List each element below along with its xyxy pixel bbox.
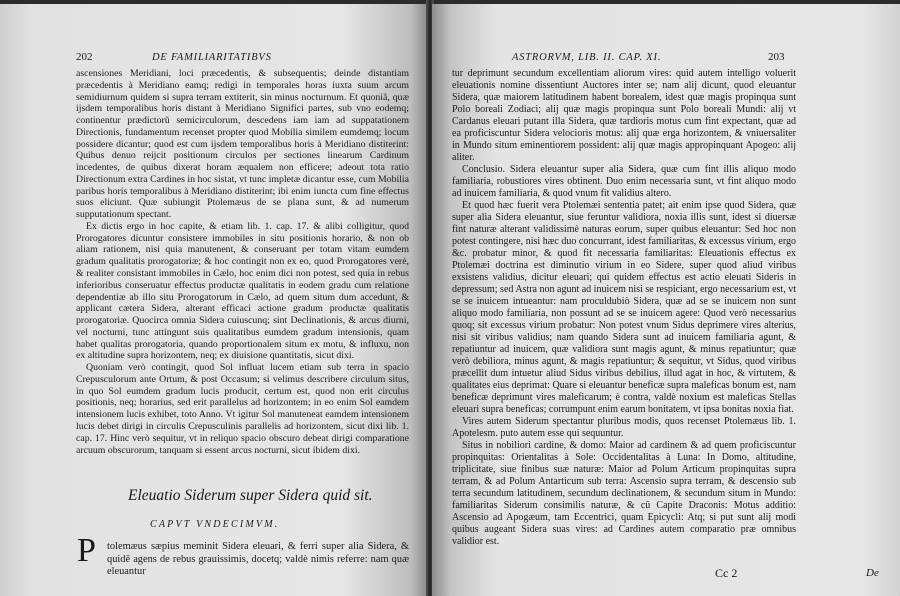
paragraph: Ex dictis ergo in hoc capite, & etiam lib. 1. cap. 17. & alibi colligitur, quod Prorogatores dicuntur consistere immobiles in situ positionis horario, & non ob aliam rationem, nisi quia manutenent, & conseruant per totam vitam eumdem gradum qualitatis prorogatoriæ; & hoc contingit non ex eo, quod Prorogatores verè, & realiter consistant immobiles in Cælo, hoc enim dici non potest, sed quia in rebus inferioribus conseruatur effectus productæ qualitatis in eodem gradu cum relatione dependentiæ ab illo situ Prorogatorum in Cælo, ad quem situm dum accedunt, & applicant cætera Sidera, alterant efficaci actione gradum productæ qualitatis prorogatoriæ. Quocirca omnia Sidera cuiuscunq; sint Declinationis, & arcus diurni, vel nocturni, tunc attingunt suis qualitatibus eumdem gradum intensionis, quam habet qualitas prorogatoria, quando proportionalem situm ex motu, & influxu, non ex altitudine supra horizontem, neq; ex diuisione quantitatis, sicut dixi. (76, 220, 409, 362)
left-body (76, 68, 409, 456)
right-page (432, 4, 900, 596)
paragraph: ascensiones Meridiani, loci præcedentis, & subsequentis; deinde distantiam præcedentis à Meridiano eamq; redigi in temporales horas iuxta suum arcum semidiurnum quidem si supra terram extiterit, sin minus nocturnum. Et quoniã, quæ ijsdem temporalibus horis distant à Meridiano Significi partes, sub vno eodemq; continentur prædictorũ semicirculorum, descedens iam iam ad suppatationem Directionis, fundamentum recenset propter quod Mobilia similem eumdemq; locum possidere dicantur; quod est cum ijsdem temporalibus horis à Meridiano distiterint: Quibus denuo reijcit positionum circulos per sectiones linearum Cardinum incedentes, de quibus dixerat horam æqualem non efficere; adeout tota ratio Directionum extra Cardines in hoc sistat, vt tunc impletæ dicantur esse, cum Mobilia paribus horis temporalibus à Meridiano distiterint; ibi enim iuncta cum fine effectus suos eliciunt. Quæ subiungit Ptolemæus de se plana sunt, & ad numerum supputationum spectant. (76, 68, 409, 221)
left-page (0, 4, 428, 596)
paragraph: Quoniam verò contingit, quod Sol influat lucem etiam sub terra in spacio Crepusculorum ante Ortum, & post Occasum; si velimus describere circulum situs, in quo Sol eumdem gradum lucis producit, certum est, quod non erit circulus positionis, neq; horarius, sed erit parallelus ad horizontem; in eo enim Sol eamdem intensionem lucis exhibet, toto Anno. Vt igitur Sol manuteneat eamdem intensionem lucis debet dirigi in circulis Crepusculinis parallelis ad horizontem, sicut dixi lib. 1. cap. 17. Hinc verò sequitur, vt in reliquo spacio obscuro debeat dirigi comparatione arcuum obscurorum, tanquam si essent arcus nocturni, sicut ibidem dixi. (76, 362, 409, 456)
signature-mark: Cc 2 (715, 566, 738, 580)
chapter-text: tolemæus sæpius meminit Sidera eleuari, & ferri super alia Sidera, & quidē agens de rebus grauissimis, docetq; valdè nimis referre: nam quæ eleuantur (107, 541, 409, 578)
paragraph: Et quod hæc fuerit vera Ptolemæi sententia patet; ait enim ipse quod Sidera, quæ super alia Sidera eleuantur, siue feruntur validiora, noxia illis sunt, idest si diuersæ fint naturæ alterant validissimè naturas eorum, super quibus eleuantur: Sed hoc non potest contingere, nisi hæc duo concurrant, idest familiaritas, & excessus virium, ergo &c. probatur minor, & quod fit necessaria familiaritas: Eleuationis effectus ex Ptolemæi doctrina est diminutio virium in eo Sidere, super quod aliud viribus exsistens validius, dicitur eleuari; qui quidem effectus est actio eleuati Sideris in depressum; sed Astra non agunt ad inuicem nisi se respiciant, ergo necessarium est, vt se se inuicem intueantur: nam proculdubiò Sidera, quæ ad se se inuicem non sunt aliquo modo familiaria, non possunt ad se se inuicem agere: Quod verò necessarius quoq; sit excessus virium probatur: Non potest vnum Sidus deprimere vires alterius, nisi sit viribus validius; nam quando Sidera sunt ad inuicem familiaria agunt, & repatiuntur ad inuicem, quæ validiora sunt magis agunt, & minus repatiuntur; quæ verò debiliora, minus agunt, & magis repatiuntur; & sequitur, vt Sidus, quod viribus præcellit dum intuetur aliud Sidus viribus debilius, illud agat in hoc, & virtutem, & qualitates eius deprimat: Quare si eleuantur beneficæ supra maleficas bonum est, nam beneficæ deprimunt vires maleficarum; è contra, valdè noxium est maleficas Stellas eleuari supra beneficas; corrumpunt enim earum bonitatem, vt ipsa bonitas noxia fiat. (452, 200, 796, 415)
running-head-left: DE FAMILIARITATIBVS (152, 52, 272, 63)
page-number-right: 203 (768, 51, 785, 63)
paragraph: Conclusio. Sidera eleuantur super alia Sidera, quæ cum fint illis aliquo modo familiaria, robustiores vires obtinent. Duo enim necessaria sunt, vt fint aliquo modo ad inuicem familiaria, & quod vnum fit validius altero. (452, 164, 796, 199)
catchword: De (866, 567, 879, 579)
section-title: Eleuatio Siderum super Sidera quid sit. (128, 487, 373, 504)
running-head-right: ASTRORVM, LIB. II. CAP. XI. (512, 52, 662, 63)
page-number-left: 202 (76, 51, 93, 63)
paragraph: Vires autem Siderum spectantur pluribus modis, quos recenset Ptolemæus lib. 1. Apotelesm. puto autem esse qui sequuntur. (452, 416, 796, 439)
chapter-label: CAPVT VNDECIMVM. (150, 519, 280, 530)
paragraph: Situs in nobiliori cardine, & domo: Maior ad cardinem & ad quem proficiscuntur propinquitas: Orientalitas à Sole: Occidentalitas à Luna: In Domo, altitudine, triplicitate, siue finibus suæ naturæ: Maior ad Polum Articum propinquitas supra terram, & ad Polum Antarticum sub terra: Ascensio supra terram, & descensio sub terra secundum latitudinem, secundum declinationem, & secundum situm in Mundo: familiaritas Siderum consimilis naturæ, & cũ Capite Draconis: Motus additio: Ascensio ad Apogæum, tam Eccentrici, quam Epicycli: Atq; si put sunt alij modi quibus augeant Sidera suas vires: ad Cardines autem comparatio præ omnibus validior est. (452, 440, 796, 547)
paragraph: tur deprimunt secundum excellentiam aliorum vires: quid autem intelligo voluerit eleuationis nomine dissentiunt Auctores inter se; nam alij dicunt, quod eleuantur Sidera, quæ maiorem latitudinem habent borealem, idest quæ magis propinqua sunt Polo boreali Zodiaci; alij quæ magis propinqua sunt Polo boreali Mundi: alij vt Cardanus eleuari putant illa Sidera, quæ tardioris motus cum fint expectant, quæ ad ea proficiscuntur Sidera velocioris motus: alij quæ erga horizontem, & vniuersaliter in Mundo situm eminentiorem possident: alij quæ magis appropinquant Apogeo: alij aliter. (452, 68, 796, 163)
right-body (452, 68, 796, 548)
drop-cap: P (77, 532, 96, 569)
